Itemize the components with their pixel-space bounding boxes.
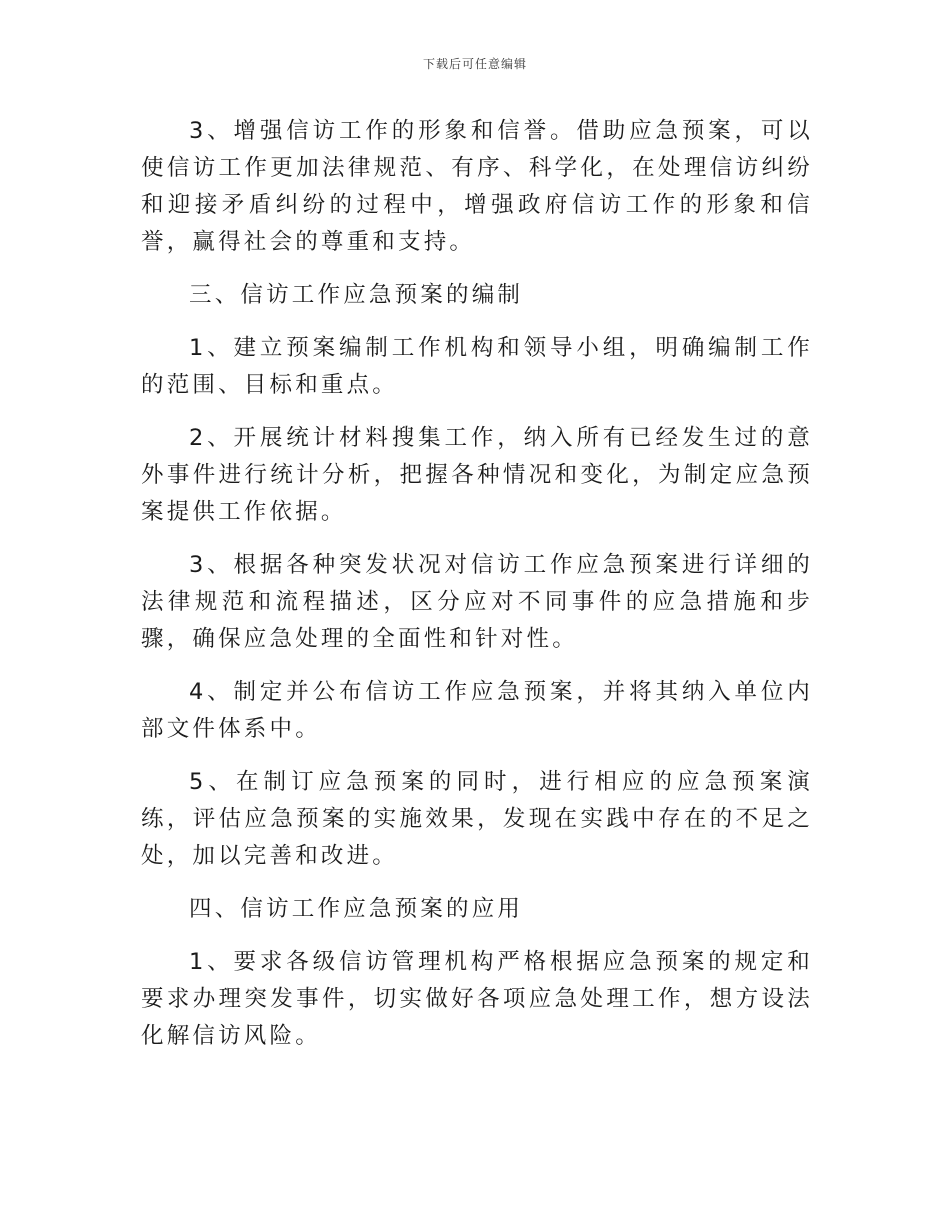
paragraph-enhance-image: 3、增强信访工作的形象和信誉。借助应急预案，可以使信访工作更加法律规范、有序、科学化，在处理信访纠纷和迎接矛盾纠纷的过程中，增强政府信访工作的形象和信誉，赢得社会的尊重和支持。 <box>141 118 813 255</box>
paragraph-publish-plan: 4、制定并公布信访工作应急预案，并将其纳入单位内部文件体系中。 <box>141 679 813 742</box>
paragraph-require-agencies: 1、要求各级信访管理机构严格根据应急预案的规定和要求办理突发事件，切实做好各项应急处理工作，想方设法化解信访风险。 <box>141 949 813 1049</box>
paragraph-drill-evaluate: 5、在制订应急预案的同时，进行相应的应急预案演练，评估应急预案的实施效果，发现在实践中存在的不足之处，加以完善和改进。 <box>141 769 813 869</box>
page-header: 下载后可任意编辑 <box>422 57 527 71</box>
section-heading-compilation: 三、信访工作应急预案的编制 <box>189 282 524 308</box>
section-heading-application: 四、信访工作应急预案的应用 <box>189 896 524 922</box>
paragraph-collect-statistics: 2、开展统计材料搜集工作，纳入所有已经发生过的意外事件进行统计分析，把握各种情况和变化，为制定应急预案提供工作依据。 <box>141 425 813 525</box>
document-body <box>141 113 813 1071</box>
paragraph-legal-process: 3、根据各种突发状况对信访工作应急预案进行详细的法律规范和流程描述，区分应对不同事件的应急措施和步骤，确保应急处理的全面性和针对性。 <box>141 552 813 652</box>
paragraph-establish-team: 1、建立预案编制工作机构和领导小组，明确编制工作的范围、目标和重点。 <box>141 335 813 398</box>
